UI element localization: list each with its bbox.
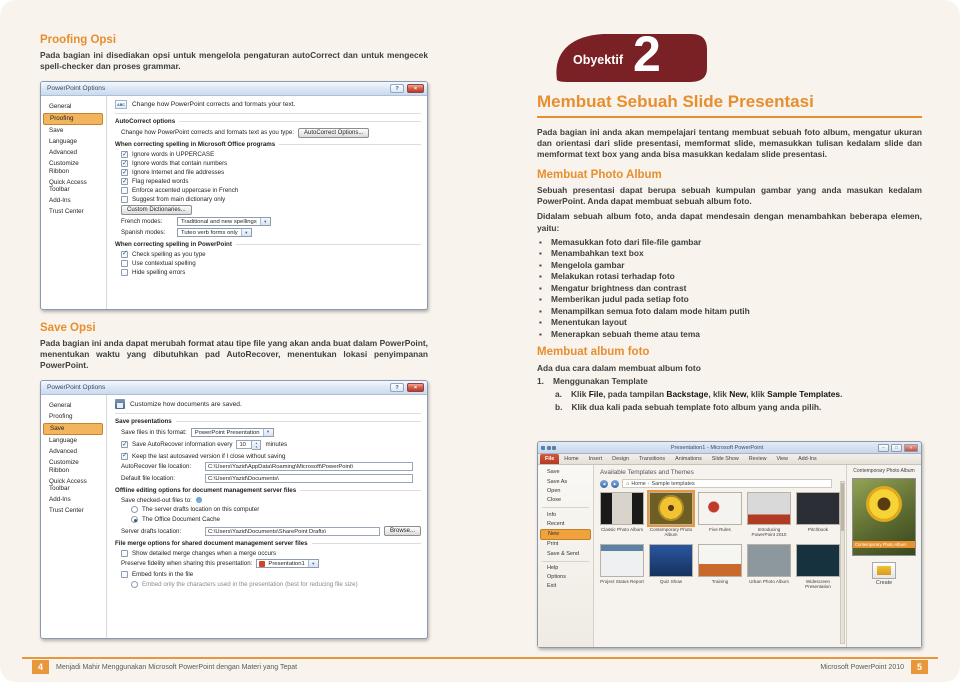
menu-print[interactable]: Print [547,541,559,548]
chapter-intro: Pada bagian ini anda akan mempelajari tentang membuat sebuah foto album, mengatur ukuran dan orientasi dari slide presentasi, memformat slide, memasukkan tulisan kedalam slide dan memformat text box yang anda bisa masukkan kedalam slide presentasi. [537,127,922,160]
checkbox-label: Check spelling as you type [132,250,206,258]
menu-close[interactable]: Close [547,497,562,504]
album-elements-list [537,237,922,341]
checkedout-label: Save checked-out files to: [121,496,192,504]
radio-embed-characters[interactable] [131,581,138,588]
checkbox-autorecover[interactable] [121,441,128,448]
menu-separator [542,561,589,562]
save-heading: Save Opsi [40,322,96,335]
photo-album-body1: Sebuah presentasi dapat berupa sebuah kumpulan gambar yang anda masukan kedalam PowerPoint. Anda dapat membuat sebuah album foto. [537,185,922,207]
template-thumbnail[interactable] [600,544,644,577]
nav-language[interactable]: Language [49,437,78,445]
footer-right [820,660,928,674]
nav-quick-access-toolbar[interactable]: Quick Access Toolbar [49,178,87,194]
fidelity-label: Preserve fidelity when sharing this presentation: [121,560,253,568]
preview-caption: Contemporary Photo Album [853,541,915,548]
breadcrumb-home[interactable]: Home [631,480,646,487]
tab-home[interactable]: Home [564,456,579,462]
proofing-panel [107,96,427,309]
tab-add-ins[interactable]: Add-Ins [798,456,817,462]
chevron-down-icon: ▾ [260,218,270,225]
breadcrumb[interactable] [622,479,832,488]
template-thumbnail[interactable] [698,492,742,525]
template-introducing-powerpoint[interactable]: Introducing PowerPoint 2010 [747,492,791,538]
templates-pane [594,465,846,647]
breadcrumb-current: Sample templates [651,480,695,487]
backstage-menu [538,465,594,647]
checkbox-label: Ignore words in UPPERCASE [132,151,215,159]
checkbox-label: Embed fonts in the file [132,571,194,579]
checkbox-label: Hide spelling errors [132,268,186,276]
panel-caption: Change how PowerPoint corrects and formats your text. [132,101,296,109]
radio-label: The Office Document Cache [142,516,220,524]
checkbox-check-as-type[interactable] [121,251,128,258]
template-grid [600,492,840,590]
dialog-titlebar[interactable] [41,82,427,96]
section-save-presentations: Save presentations [115,417,172,425]
window-title: Presentation1 - Microsoft PowerPoint [670,444,764,451]
templates-header: Available Templates and Themes [600,469,694,476]
tab-animations[interactable]: Animations [675,456,702,462]
nav-general[interactable]: General [49,402,72,410]
template-thumbnail[interactable] [796,492,840,525]
nav-trust-center[interactable]: Trust Center [49,208,84,216]
title-rule [537,116,922,118]
page-number-left: 4 [32,660,49,674]
objective-number: 2 [633,26,661,82]
checkbox-hide-errors[interactable] [121,269,128,276]
checkbox-ignore-numbers[interactable] [121,160,128,167]
menu-save-and-send[interactable]: Save & Send [547,550,580,557]
sunflower-core [878,498,891,511]
quick-access-toolbar[interactable] [541,446,556,450]
footer-rule [22,657,938,659]
checkbox-embed-fonts[interactable] [121,571,128,578]
chapter-title: Membuat Sebuah Slide Presentasi [537,92,814,111]
checkbox-accented-french[interactable] [121,187,128,194]
template-preview-panel [846,465,921,647]
french-modes-select[interactable]: Traditional and new spellings ▾ [177,217,271,226]
maximize-button[interactable]: □ [891,444,902,452]
step-1a: a. Klik File, pada tampilan Backstage, klik New, klik Sample Templates. [555,389,843,400]
panel-caption: Customize how documents are saved. [130,400,242,408]
menu-separator [542,507,589,508]
menu-open[interactable]: Open [547,487,561,494]
footer-right-text: Microsoft PowerPoint 2010 [820,663,904,671]
steps [537,362,922,414]
help-icon: ? [395,384,399,391]
photo-album-body2: Didalam sebuah album foto, anda dapat mendesain dengan menambahkan beberapa elemen, yaitu: [537,211,922,233]
nav-customize-ribbon[interactable]: Customize Ribbon [49,160,79,175]
create-button[interactable]: Create [872,562,896,586]
spanish-modes-select[interactable]: Tuteo verb forms only ▾ [177,228,252,237]
template-thumbnail[interactable] [747,492,791,525]
nav-save[interactable]: Save [43,423,103,435]
photo-album-heading: Membuat Photo Album [537,169,662,182]
chevron-down-icon: ▾ [263,429,273,436]
file-format-select[interactable]: PowerPoint Presentation ▾ [191,428,274,437]
menu-exit[interactable]: Exit [547,583,557,590]
section-file-merge: File merge options for shared document management server files [115,539,308,547]
nav-trust-center[interactable]: Trust Center [49,507,84,515]
checkbox-main-dictionary[interactable] [121,196,128,203]
template-thumbnail[interactable] [600,492,644,525]
menu-save-as[interactable]: Save As [547,478,568,485]
template-thumbnail[interactable] [747,544,791,577]
tab-slide-show[interactable]: Slide Show [711,456,739,462]
close-icon: × [413,384,418,391]
powerpoint-options-dialog-proofing [40,81,428,310]
spanish-modes-label: Spanish modes: [121,229,166,237]
checkbox-label: Suggest from main dictionary only [132,196,226,204]
dialog-titlebar[interactable] [41,381,427,395]
template-quiz-show[interactable]: Quiz Show [649,544,693,590]
chevron-down-icon: ▾ [308,560,318,567]
objective-banner [537,26,922,88]
custom-dictionaries-button[interactable]: Custom Dictionaries... [121,205,192,215]
left-page [40,34,428,651]
save-icon [115,399,125,409]
list-item: ▪ Menambahkan text box [537,248,922,260]
list-item: ▪ Mengatur brightness dan contrast [537,283,922,295]
template-urban-photo-album[interactable]: Urban Photo Album [747,544,791,590]
nav-proofing[interactable]: Proofing [49,413,73,421]
default-location-label: Default file location: [121,475,175,483]
help-button[interactable] [390,84,404,93]
checkbox-label: Show detailed merge changes when a merge occurs [132,549,277,557]
nav-save[interactable]: Save [49,127,64,135]
section-ppt-spelling: When correcting spelling in PowerPoint [115,240,232,248]
nav-proofing[interactable]: Proofing [43,113,103,125]
nav-customize-ribbon[interactable]: Customize Ribbon [49,459,79,474]
proofing-heading: Proofing Opsi [40,34,117,46]
spinner-arrows[interactable]: ▴ ▾ [252,440,261,450]
menu-new[interactable]: New [540,529,591,540]
ribbon-tabs [538,454,921,465]
autorecover-location-label: AutoRecover file location: [121,463,192,471]
checkbox-merge-changes[interactable] [121,550,128,557]
help-icon: ? [395,85,399,92]
french-modes-label: French modes: [121,218,163,226]
template-project-status-report[interactable]: Project Status Report [600,544,644,590]
section-office-spelling: When correcting spelling in Microsoft Office programs [115,141,276,149]
template-preview-image [852,478,916,556]
autorecover-minutes-stepper[interactable]: 10 ▴ ▾ [236,440,261,450]
nav-add-ins[interactable]: Add-Ins [49,496,71,504]
server-drafts-field[interactable]: C:\Users\Yazid\Documents\SharePoint Drafts\ [205,527,380,536]
tab-view[interactable]: View [776,456,789,462]
checkbox-label: Ignore words that contain numbers [132,160,228,168]
nav-add-ins[interactable]: Add-Ins [49,197,71,205]
help-button[interactable] [390,383,404,392]
preview-title: Contemporary Photo Album [853,468,915,474]
format-label: Save files in this format: [121,428,187,436]
close-button[interactable]: × [904,444,918,452]
nav-language[interactable]: Language [49,138,78,146]
radio-label: The server drafts location on this computer [142,506,260,514]
minimize-button[interactable]: – [878,444,889,452]
list-item: ▪ Menampilkan semua foto dalam mode hitam putih [537,306,922,318]
checkbox-ignore-uppercase[interactable] [121,151,128,158]
nav-quick-access-toolbar[interactable]: Quick Access Toolbar [49,477,87,493]
template-five-rules[interactable]: Five Rules [698,492,742,538]
dialog-title: PowerPoint Options [47,85,106,93]
list-item: ▪ Memberikan judul pada setiap foto [537,294,922,306]
step-1: 1. Menggunakan Template [537,376,648,387]
create-icon [872,562,896,579]
template-contemporary-photo-album[interactable]: Contemporary Photo Album [649,492,693,538]
right-page [537,26,922,414]
scrollbar[interactable] [840,481,845,644]
step-1b: b. Klik dua kali pada sebuah template foto album yang anda pilih. [555,402,822,413]
template-thumbnail[interactable] [649,544,693,577]
scrollbar-thumb[interactable] [841,483,844,531]
browse-button[interactable]: Browse... [384,526,421,536]
tab-review[interactable]: Review [748,456,767,462]
tab-transitions[interactable]: Transitions [638,456,666,462]
section-autocorrect: AutoCorrect options [115,117,176,125]
autorecover-label: Save AutoRecover information every [132,441,233,449]
close-icon: × [413,85,418,92]
checkbox-flag-repeated[interactable] [121,178,128,185]
menu-help[interactable]: Help [547,564,559,571]
template-widescreen-presentation[interactable]: Widescreen Presentation [796,544,840,590]
checkbox-label: Ignore Internet and file addresses [132,169,225,177]
list-item: ▪ Memasukkan foto dari file-file gambar [537,237,922,249]
menu-recent[interactable]: Recent [547,520,565,527]
powerpoint-options-dialog-save [40,380,428,639]
objective-label: Obyektif [573,53,624,67]
options-nav [41,96,107,309]
template-thumbnail-selected[interactable] [649,492,693,525]
nav-advanced[interactable]: Advanced [49,149,78,157]
default-location-field[interactable]: C:\Users\Yazid\Documents\ [205,474,413,483]
home-icon: ⌂ [626,480,630,487]
close-button[interactable] [407,84,424,93]
menu-info[interactable]: Info [547,511,557,518]
options-nav [41,395,107,638]
server-drafts-label: Server drafts location: [121,527,182,535]
checkbox-label: Flag repeated words [132,178,189,186]
proofing-body: Pada bagian ini disediakan opsi untuk mengelola pengaturan autoCorrect dan untuk mengecek spell-checker dan proses grammar. [40,50,428,72]
list-item: ▪ Menerapkan sebuah theme atau tema [537,329,922,341]
menu-save[interactable]: Save [547,469,560,476]
footer-left-text: Menjadi Mahir Menggunakan Microsoft PowerPoint dengan Materi yang Tepat [56,663,298,671]
create-album-heading: Membuat album foto [537,346,650,359]
template-training[interactable]: Training [698,544,742,590]
checkbox-label: Enforce accented uppercase in French [132,187,239,195]
tab-file[interactable]: File [540,454,559,464]
footer-left [32,660,297,674]
radio-label: Embed only the characters used in the presentation (best for reducing file size) [142,580,358,588]
autocorrect-label: Change how PowerPoint corrects and formats text as you type: [121,129,294,137]
checkbox-contextual-spelling[interactable] [121,260,128,267]
autorecover-location-field[interactable]: C:\Users\Yazid\AppData\Roaming\Microsoft\PowerPoint\ [205,462,413,471]
tab-design[interactable]: Design [612,456,629,462]
tab-insert[interactable]: Insert [588,456,603,462]
spellcheck-icon: ABC [115,100,127,109]
album-body-line: Ada dua cara dalam membuat album foto [537,363,701,374]
nav-general[interactable]: General [49,103,72,111]
window-titlebar[interactable] [538,442,921,454]
checkbox-label: Use contextual spelling [132,259,196,267]
autocorrect-options-button[interactable]: AutoCorrect Options... [298,128,369,138]
close-button[interactable] [407,383,424,392]
save-panel [107,395,427,638]
dialog-title: PowerPoint Options [47,384,106,392]
chevron-down-icon: ▾ [241,229,251,236]
forward-icon[interactable]: ▶ [611,480,619,488]
template-thumbnail[interactable] [796,544,840,577]
template-pitchbook[interactable]: Pitchbook [796,492,840,538]
info-icon: i [196,497,202,503]
list-item: ▪ Menentukan layout [537,317,922,329]
chevron-right-icon: › [647,480,650,487]
radio-office-cache[interactable] [131,516,138,523]
menu-options[interactable]: Options [547,574,566,581]
save-body: Pada bagian ini anda dapat merubah format atau tipe file yang akan anda buat dalam PowerPoint, menentukan waktu yang dibutuhkan pad AutoRecover, menentukan lokasi penyimpanan PowerPoint. [40,338,428,371]
template-thumbnail[interactable] [698,544,742,577]
list-item: ▪ Melakukan rotasi terhadap foto [537,271,922,283]
section-offline-editing: Offline editing options for document management server files [115,486,297,494]
powerpoint-backstage-window [537,441,922,648]
checkbox-ignore-internet[interactable] [121,169,128,176]
page-number-right: 5 [911,660,928,674]
template-classic-photo-album[interactable]: Classic Photo Album [600,492,644,538]
list-item: ▪ Mengelola gambar [537,260,922,272]
back-icon[interactable]: ◀ [600,480,608,488]
nav-advanced[interactable]: Advanced [49,448,78,456]
checkbox-keep-last-autosave[interactable] [121,453,128,460]
fidelity-select[interactable]: Presentation1 ▾ [256,559,318,568]
autorecover-suffix: minutes [265,441,288,449]
checkbox-label: Keep the last autosaved version if I close without saving [132,452,286,460]
radio-server-drafts[interactable] [131,506,138,513]
